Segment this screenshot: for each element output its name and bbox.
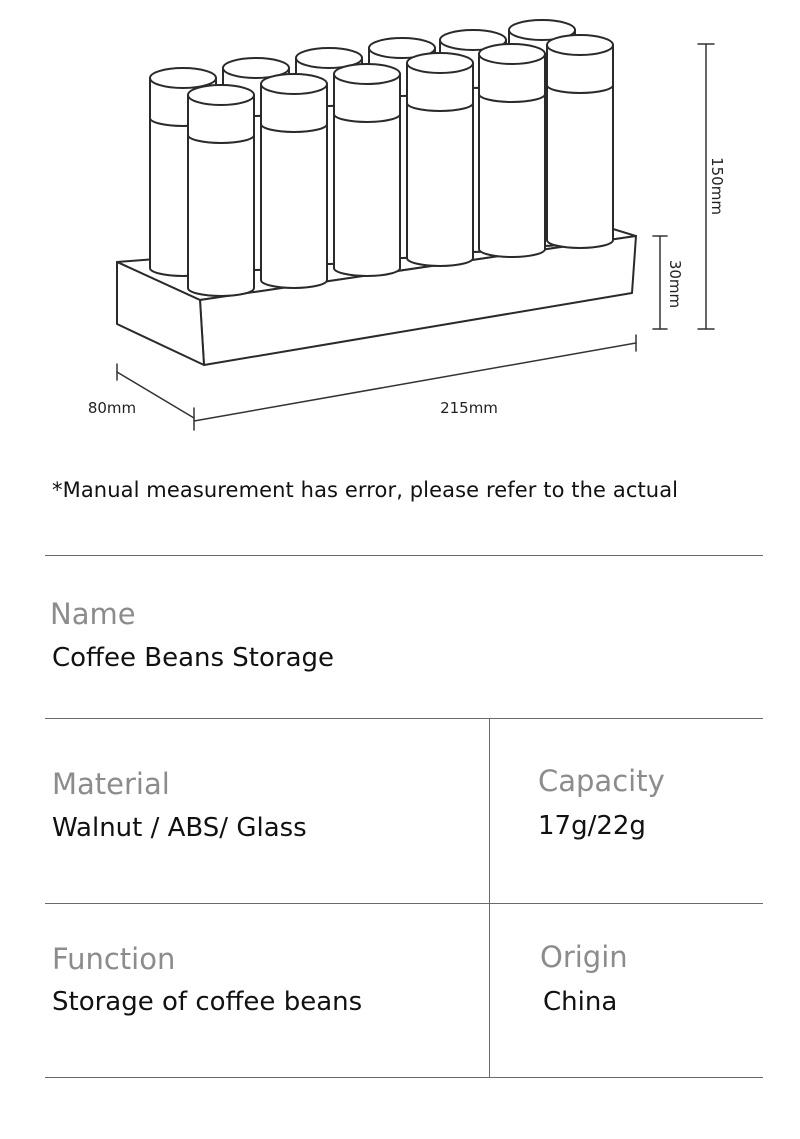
spec-value-origin: China — [543, 987, 618, 1017]
divider — [45, 718, 763, 719]
dimension-line-height-base — [653, 236, 667, 329]
measurement-note: *Manual measurement has error, please refer to the actual — [52, 478, 679, 502]
divider — [45, 555, 763, 556]
spec-label-origin: Origin — [540, 940, 628, 974]
tube — [334, 64, 400, 276]
dimension-label-length: 215mm — [440, 399, 498, 417]
spec-label-function: Function — [52, 942, 176, 976]
spec-label-name: Name — [50, 597, 136, 631]
dimension-line-depth — [117, 364, 194, 430]
spec-value-material: Walnut / ABS/ Glass — [52, 813, 307, 843]
product-dimension-diagram — [0, 0, 800, 460]
tube — [547, 35, 613, 248]
tube — [261, 74, 327, 288]
dimension-label-height-base: 30mm — [666, 259, 684, 309]
dimension-label-depth: 80mm — [87, 399, 137, 417]
spec-value-name: Coffee Beans Storage — [52, 643, 335, 673]
spec-label-material: Material — [52, 767, 170, 801]
spec-value-capacity: 17g/22g — [538, 811, 646, 841]
spec-value-function: Storage of coffee beans — [52, 987, 363, 1017]
column-divider — [489, 718, 490, 1077]
tube — [479, 44, 545, 257]
tube — [407, 53, 473, 266]
spec-label-capacity: Capacity — [538, 764, 665, 798]
dimension-label-height-total: 150mm — [708, 157, 726, 215]
divider — [45, 903, 763, 904]
tube — [188, 85, 254, 296]
divider — [45, 1077, 763, 1078]
